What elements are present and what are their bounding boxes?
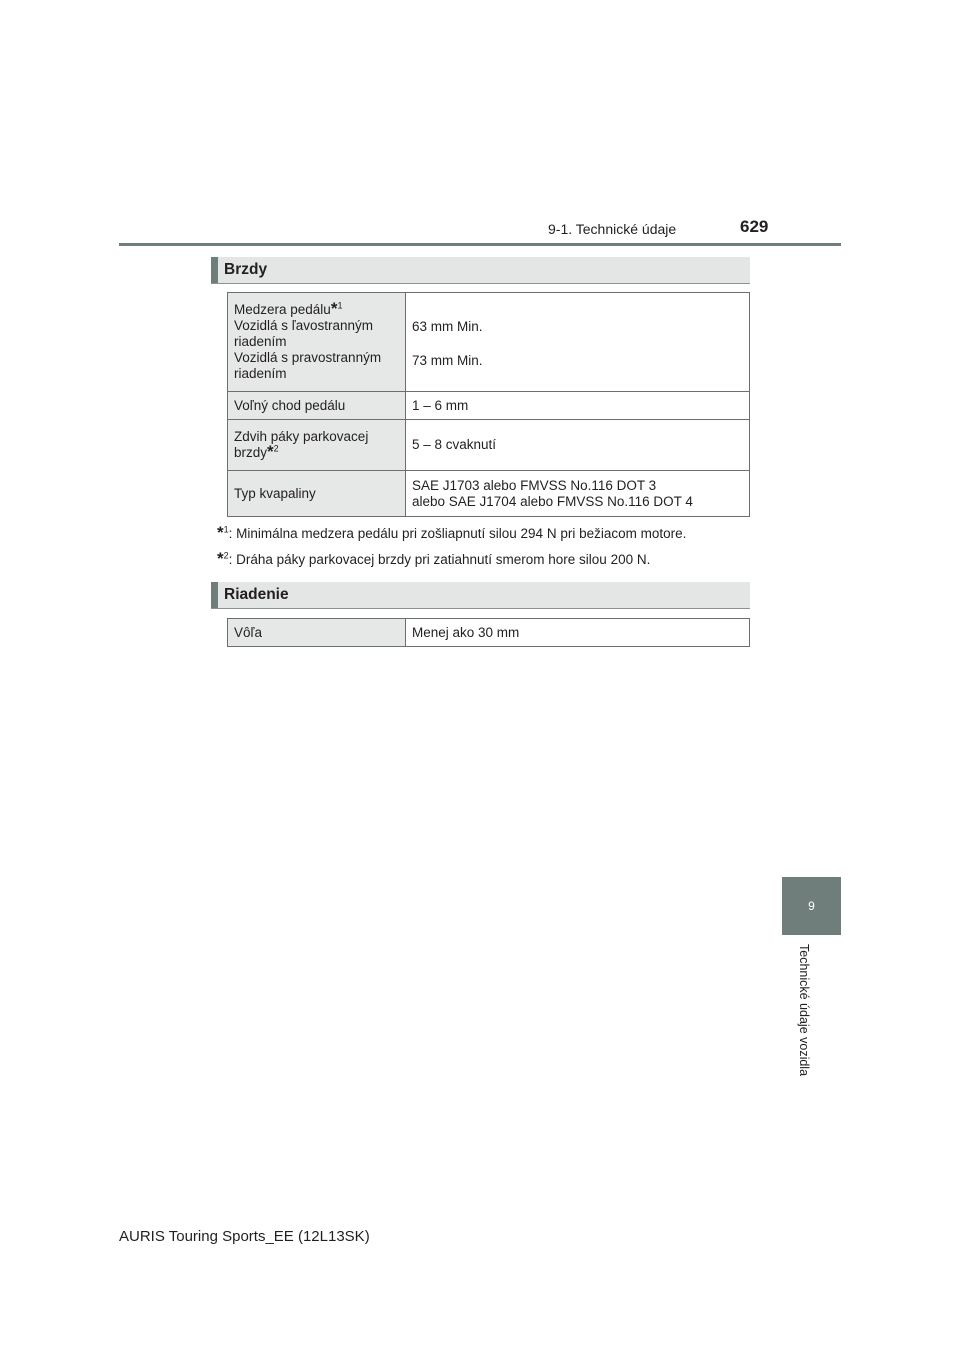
row-value: 73 mm Min. [412,353,483,368]
row-value: 63 mm Min. [412,319,483,334]
table-row [228,420,750,471]
footnote-1 [217,523,687,542]
row-label: brzdy [234,445,268,460]
steering-heading-text: Riadenie [224,586,289,603]
table-row [228,619,750,647]
heading-accent-bar [211,257,218,283]
footnote-text: : Minimálna medzera pedálu pri zošliapnutí silou 294 N pri bežiacom motore. [228,526,687,541]
footnote-asterisk: * [267,442,274,461]
header-divider [119,243,841,246]
table-label-cell: Vôľa [228,619,406,647]
footnote-mark: 2 [223,550,229,561]
row-sublabel: Vozidlá s ľavostranným [234,318,374,333]
table-value-cell: Menej ako 30 mm [406,619,750,647]
table-label-cell [228,420,406,471]
brakes-heading [211,257,750,284]
page-number: 629 [740,217,769,236]
steering-heading [211,582,750,609]
row-value: SAE J1703 alebo FMVSS No.116 DOT 3 [412,477,657,493]
row-value: alebo SAE J1704 alebo FMVSS No.116 DOT 4 [412,493,693,509]
table-value-cell [406,293,750,392]
footnote-asterisk: * [217,549,224,568]
brakes-table [227,292,750,517]
footnote-mark: 2 [273,443,279,454]
chapter-tab[interactable] [782,877,841,935]
table-value-cell: 5 – 8 cvaknutí [406,420,750,471]
footnote-mark: 1 [337,300,343,311]
row-sublabel: Vozidlá s pravostranným [234,350,382,365]
chapter-label: Technické údaje vozidla [797,944,811,1077]
table-value-cell [406,471,750,517]
footnote-asterisk: * [217,523,224,542]
table-value-cell: 1 – 6 mm [406,392,750,420]
section-title: 9-1. Technické údaje [548,221,677,237]
footnote-asterisk: * [330,299,338,318]
heading-accent-bar [211,582,218,608]
table-row [228,392,750,420]
footnote-mark: 1 [223,524,229,535]
table-label-cell: Typ kvapaliny [228,471,406,517]
table-row [228,293,750,392]
row-label: Zdvih páky parkovacej [234,429,369,444]
table-row [228,471,750,517]
table-label-cell: Voľný chod pedálu [228,392,406,420]
document-footer: AURIS Touring Sports_EE (12L13SK) [119,1228,370,1245]
table-label-cell [228,293,406,392]
row-label: Medzera pedálu [234,302,331,317]
chapter-number: 9 [808,899,815,913]
footnote-2 [217,549,651,568]
footnote-text: : Dráha páky parkovacej brzdy pri zatiahnutí smerom hore silou 200 N. [228,552,651,567]
row-sublabel: riadením [234,366,287,381]
row-sublabel: riadením [234,334,287,349]
steering-table [227,618,750,647]
brakes-heading-text: Brzdy [224,261,268,278]
